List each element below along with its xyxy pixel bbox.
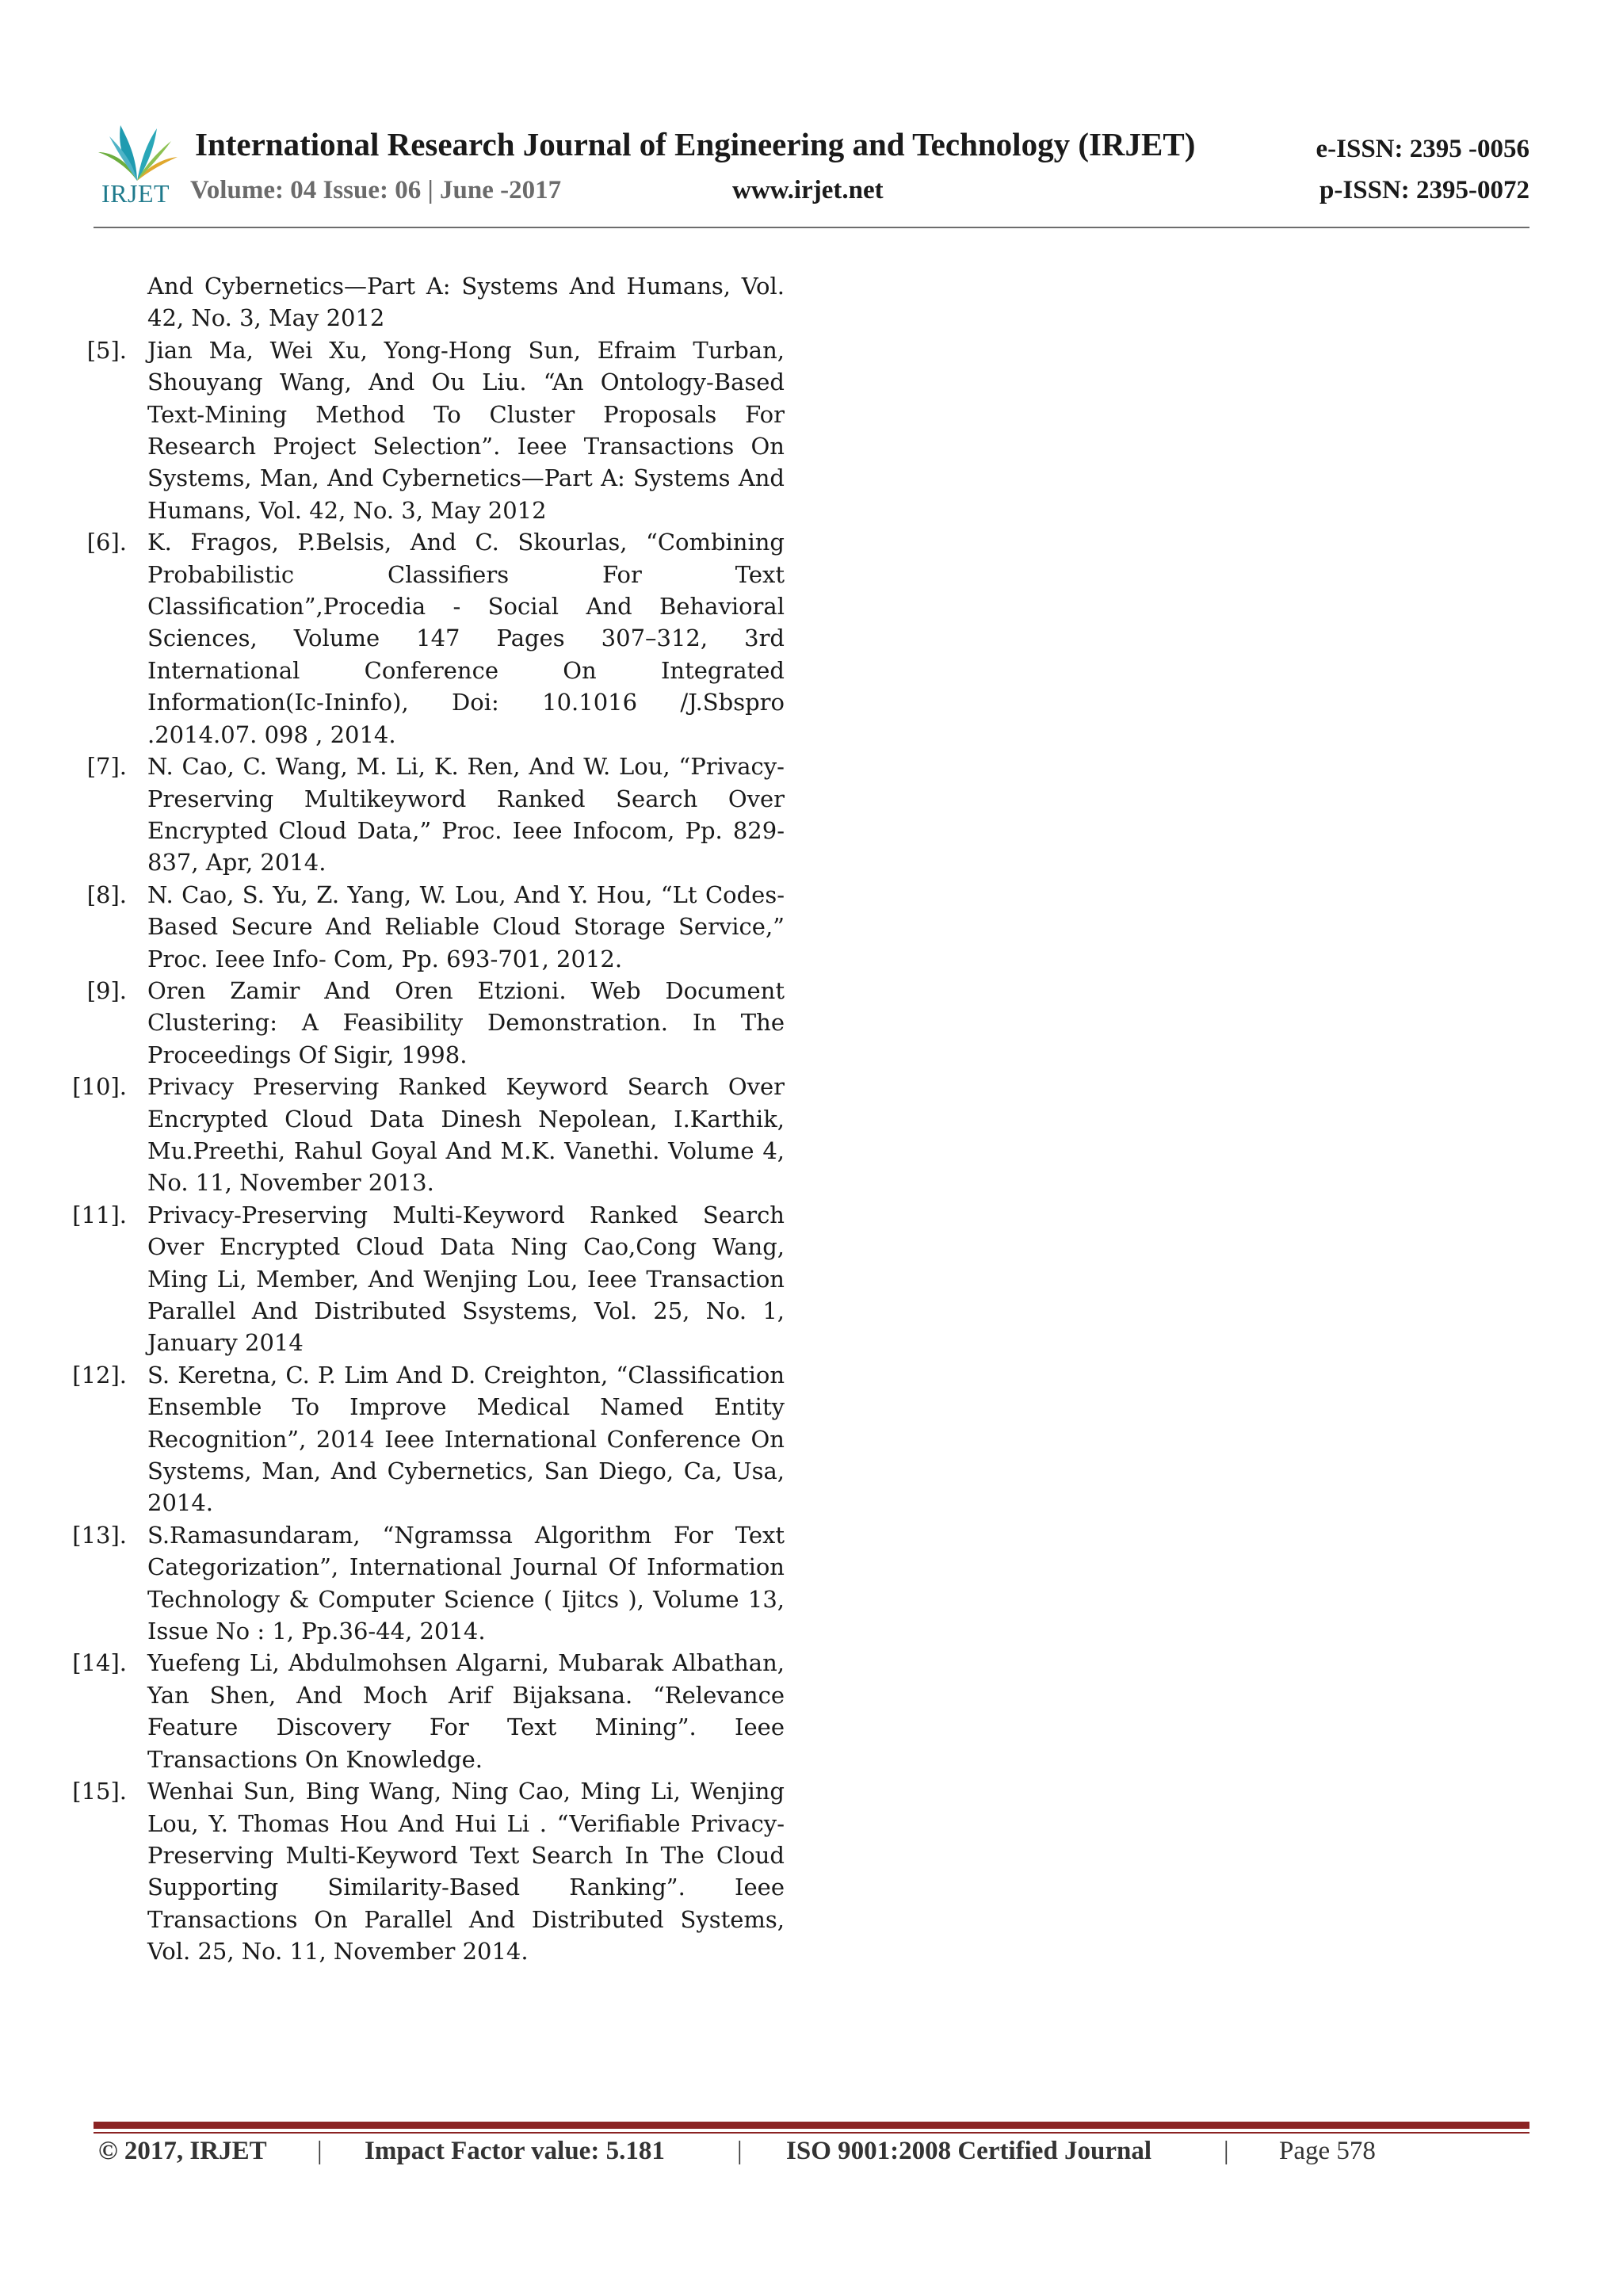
reference-text: S.Ramasundaram, “Ngramssa Algorithm For Text Categorization”, International Journal Of Information Technology & Computer Science ( Ijitcs ), Volume 13, Issue No : 1, Pp.36-44, 2014. xyxy=(147,1521,785,1645)
reference-text: S. Keretna, C. P. Lim And D. Creighton, “Classification Ensemble To Improve Medical Named Entity Recognition”, 2014 Ieee International Conference On Systems, Man, And Cybernetics, San Diego, Ca, Usa, 2014. xyxy=(147,1361,785,1517)
reference-text: K. Fragos, P.Belsis, And C. Skourlas, “Combining Probabilistic Classifiers For Text Classification”,Procedia - Social And Behavioral Sciences, Volume 147 Pages 307–312, 3rd International Conference On Integrated Information(Ic-Ininfo), Doi: 10.1016 /J.Sbspro .2014.07. 098 , 2014. xyxy=(147,529,785,748)
iso-certification: ISO 9001:2008 Certified Journal xyxy=(786,2137,1152,2165)
journal-title: International Research Journal of Engineering and Technology (IRJET) xyxy=(195,126,1196,162)
reference-text: Privacy-Preserving Multi-Keyword Ranked Search Over Encrypted Cloud Data Ning Cao,Cong Wang, Ming Li, Member, And Wenjing Lou, Ieee Transaction Parallel And Distributed Ssystems, Vol. 25, No. 1, January 2014 xyxy=(147,1201,785,1357)
footer-separator: | xyxy=(1224,2137,1229,2165)
copyright: © 2017, IRJET xyxy=(98,2137,267,2165)
reference-item xyxy=(67,1199,785,1359)
impact-factor: Impact Factor value: 5.181 xyxy=(365,2137,665,2165)
page-number: Page 578 xyxy=(1279,2137,1376,2165)
eissn: e-ISSN: 2395 -0056 xyxy=(1316,135,1529,163)
reference-text: Oren Zamir And Oren Etzioni. Web Document Clustering: A Feasibility Demonstration. In The Proceedings Of Sigir, 1998. xyxy=(147,976,785,1068)
reference-number: [13]. xyxy=(72,1521,127,1549)
reference-item xyxy=(67,975,785,1071)
reference-text: N. Cao, C. Wang, M. Li, K. Ren, And W. Lou, “Privacy-Preserving Multikeyword Ranked Search Over Encrypted Cloud Data,” Proc. Ieee Infocom, Pp. 829-837, Apr, 2014. xyxy=(147,753,785,877)
reference-number: [15]. xyxy=(72,1778,127,1805)
reference-number: [10]. xyxy=(72,1073,127,1101)
footer-divider-thin xyxy=(94,2132,1529,2134)
reference-item xyxy=(67,879,785,975)
reference-text: Yuefeng Li, Abdulmohsen Algarni, Mubarak Albathan, Yan Shen, And Moch Arif Bijaksana. “Relevance Feature Discovery For Text Mining”. Ieee Transactions On Knowledge. xyxy=(147,1649,785,1773)
reference-item xyxy=(67,526,785,751)
reference-number: [11]. xyxy=(72,1201,127,1228)
reference-item xyxy=(67,1519,785,1648)
reference-item xyxy=(67,1359,785,1519)
reference-text: Jian Ma, Wei Xu, Yong-Hong Sun, Efraim Turban, Shouyang Wang, And Ou Liu. “An Ontology-Based Text-Mining Method To Cluster Proposals For Research Project Selection”. Ieee Transactions On Systems, Man, And Cybernetics—Part A: Systems And Humans, Vol. 42, No. 3, May 2012 xyxy=(147,336,785,524)
header-divider xyxy=(94,227,1529,228)
reference-continued xyxy=(67,270,785,334)
reference-text: And Cybernetics—Part A: Systems And Humans, Vol. 42, No. 3, May 2012 xyxy=(147,273,785,332)
reference-item xyxy=(67,1775,785,1967)
reference-number: [6]. xyxy=(86,529,127,556)
reference-text: N. Cao, S. Yu, Z. Yang, W. Lou, And Y. Hou, “Lt Codes-Based Secure And Reliable Cloud Storage Service,” Proc. Ieee Info- Com, Pp. 693-701, 2012. xyxy=(147,881,785,972)
reference-item xyxy=(67,1647,785,1775)
irjet-logo xyxy=(94,117,181,211)
page-header xyxy=(94,117,1529,228)
reference-number: [12]. xyxy=(72,1361,127,1389)
reference-number: [8]. xyxy=(86,881,127,908)
reference-number: [5]. xyxy=(86,336,127,364)
reference-item xyxy=(67,1071,785,1199)
footer-divider-thick xyxy=(94,2122,1529,2129)
pissn: p-ISSN: 2395-0072 xyxy=(1319,176,1529,204)
page-footer xyxy=(98,2137,1445,2176)
footer-separator: | xyxy=(317,2137,323,2165)
reference-number: [9]. xyxy=(86,976,127,1004)
footer-separator: | xyxy=(737,2137,743,2165)
leaf-logo-icon xyxy=(94,117,181,185)
references-list xyxy=(67,270,785,1968)
volume-issue: Volume: 04 Issue: 06 | June -2017 xyxy=(190,176,562,204)
logo-text: IRJET xyxy=(101,179,170,208)
reference-text: Wenhai Sun, Bing Wang, Ning Cao, Ming Li, Wenjing Lou, Y. Thomas Hou And Hui Li . “Verifiable Privacy-Preserving Multi-Keyword Text Search In The Cloud Supporting Similarity-Based Ranking”. Ieee Transactions On Parallel And Distributed Systems, Vol. 25, No. 11, November 2014. xyxy=(147,1778,785,1966)
reference-item xyxy=(67,334,785,526)
reference-number: [7]. xyxy=(86,753,127,781)
reference-item xyxy=(67,751,785,879)
reference-number: [14]. xyxy=(72,1649,127,1677)
journal-website-link[interactable]: www.irjet.net xyxy=(732,176,884,204)
reference-text: Privacy Preserving Ranked Keyword Search Over Encrypted Cloud Data Dinesh Nepolean, I.Karthik, Mu.Preethi, Rahul Goyal And M.K. Vanethi. Volume 4, No. 11, November 2013. xyxy=(147,1073,785,1197)
